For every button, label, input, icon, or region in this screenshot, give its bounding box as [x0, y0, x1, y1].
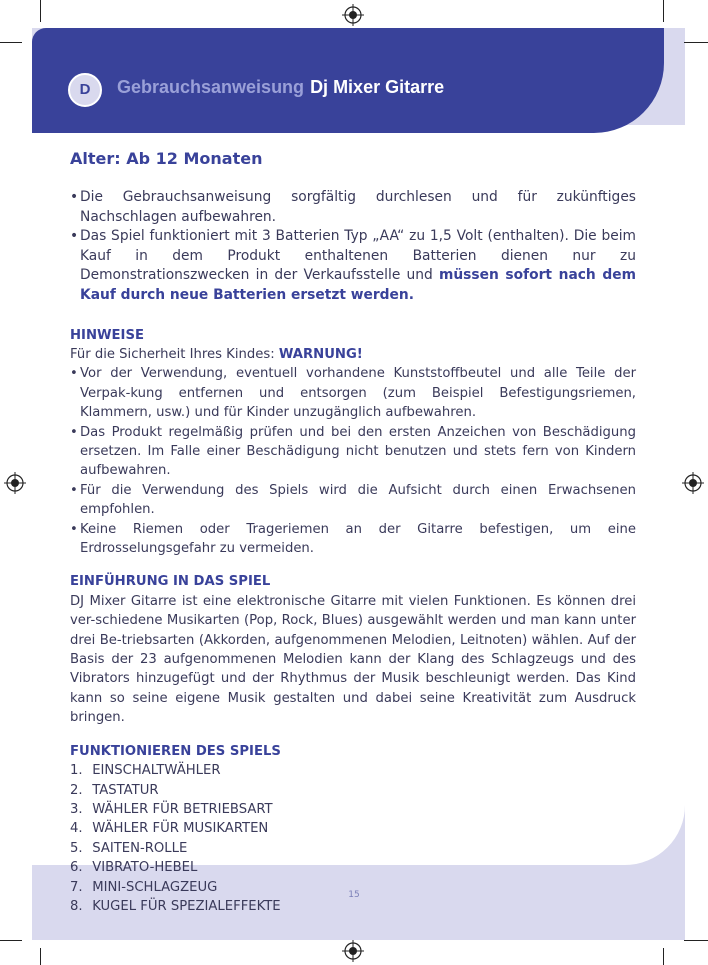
parts-item: 7. MINI-SCHLAGZEUG — [70, 879, 218, 895]
registration-mark-left — [4, 472, 26, 494]
hinweis-item: • Keine Riemen oder Trageriemen an der Gitarre befestigen, um eine Erdrosselungsgefahr zu vermeiden. — [70, 520, 636, 559]
parts-item: 8. KUGEL FÜR SPEZIALEFFEKTE — [70, 898, 281, 914]
page-number: 15 — [348, 890, 360, 900]
language-badge: D — [68, 73, 102, 107]
hinweis-item: • Das Produkt regelmäßig prüfen und bei den ersten Anzeichen von Beschädigung ersetzen. Im Falle einer Beschädigung nicht benutzen und stets fern von Kindern aufbewahren. — [70, 423, 636, 481]
parts-item: 3. WÄHLER FÜR BETRIEBSART — [70, 801, 273, 817]
page-title — [117, 77, 444, 98]
age-recommendation: Alter: Ab 12 Monaten — [70, 149, 263, 168]
warning-label: WARNUNG! — [278, 346, 363, 362]
crop-mark-bottom-left-v — [40, 948, 41, 965]
parts-item: 6. VIBRATO-HEBEL — [70, 860, 198, 876]
safety-line: Für die Sicherheit Ihres Kindes: WARNUNG! — [70, 346, 363, 362]
title-product: Dj Mixer Gitarre — [310, 77, 445, 97]
parts-item: 2. TASTATUR — [70, 782, 159, 798]
crop-mark-bottom-right-h — [684, 940, 708, 941]
intro-bullets — [70, 188, 636, 306]
parts-item: 4. WÄHLER FÜR MUSIKARTEN — [70, 821, 269, 837]
intro-bullet: • Das Spiel funktioniert mit 3 Batterien Typ „AA“ zu 1,5 Volt (enthalten). Die beim Kauf in dem Produkt enthaltenen Batterien dienen nur zu Demonstrationszwecken in der Verkaufsstelle und müssen sofort nach dem Kauf durch neue Batterien ersetzt werden. — [70, 227, 636, 305]
battery-warning: müssen sofort nach dem Kauf durch neue Batterien ersetzt werden. — [80, 267, 636, 303]
section-heading-hinweise: HINWEISE — [70, 327, 144, 343]
crop-mark-bottom-right-v — [663, 948, 664, 965]
registration-mark-top — [342, 4, 364, 26]
crop-mark-bottom-left-h — [0, 940, 22, 941]
parts-item: 5. SAITEN-ROLLE — [70, 840, 188, 856]
registration-mark-bottom — [342, 940, 364, 962]
section-heading-funktionieren: FUNKTIONIEREN DES SPIELS — [70, 743, 281, 759]
crop-mark-top-left-v — [40, 0, 41, 22]
crop-mark-top-left-h — [0, 42, 22, 43]
hinweis-item: • Vor der Verwendung, eventuell vorhandene Kunststoffbeutel und alle Teile der Verpak-kung entfernen und entsorgen (zum Beispiel Befestigungsriemen, Klammern, usw.) und für Kinder unzugänglich aufbewahren. — [70, 364, 636, 422]
section-heading-einfuehrung: EINFÜHRUNG IN DAS SPIEL — [70, 574, 271, 590]
hinweis-item: • Für die Verwendung des Spiels wird die Aufsicht durch einen Erwachsenen empfohlen. — [70, 481, 636, 520]
manual-content — [70, 148, 636, 916]
crop-mark-top-right-h — [684, 42, 708, 43]
hinweise-list — [70, 364, 636, 558]
title-manual: Gebrauchsanweisung — [117, 77, 305, 97]
parts-item: 1. EINSCHALTWÄHLER — [70, 763, 221, 779]
einfuehrung-text: DJ Mixer Gitarre ist eine elektronische Gitarre mit vielen Funktionen. Es können drei ver-schiedene Musikarten (Pop, Rock, Blues) ausgewählt werden und man kann unter drei Be-triebsarten (Akkorden, aufgenommenen Melodien, Leitnoten) wählen. Auf der Basis der 23 aufgenommenen Melodien kann der Klang des Schlagzeugs und des Vibrators hinzugefügt und der Rhythmus der Musik beschleunigt werden. Das Kind kann so seine eigene Musik gestalten und dabei seine Kreativität zum Ausdruck bringen. — [70, 593, 636, 726]
crop-mark-top-right-v — [663, 0, 664, 22]
registration-mark-right — [682, 472, 704, 494]
intro-bullet: • Die Gebrauchsanweisung sorgfältig durchlesen und für zukünftiges Nachschlagen aufbewahren. — [70, 188, 636, 227]
